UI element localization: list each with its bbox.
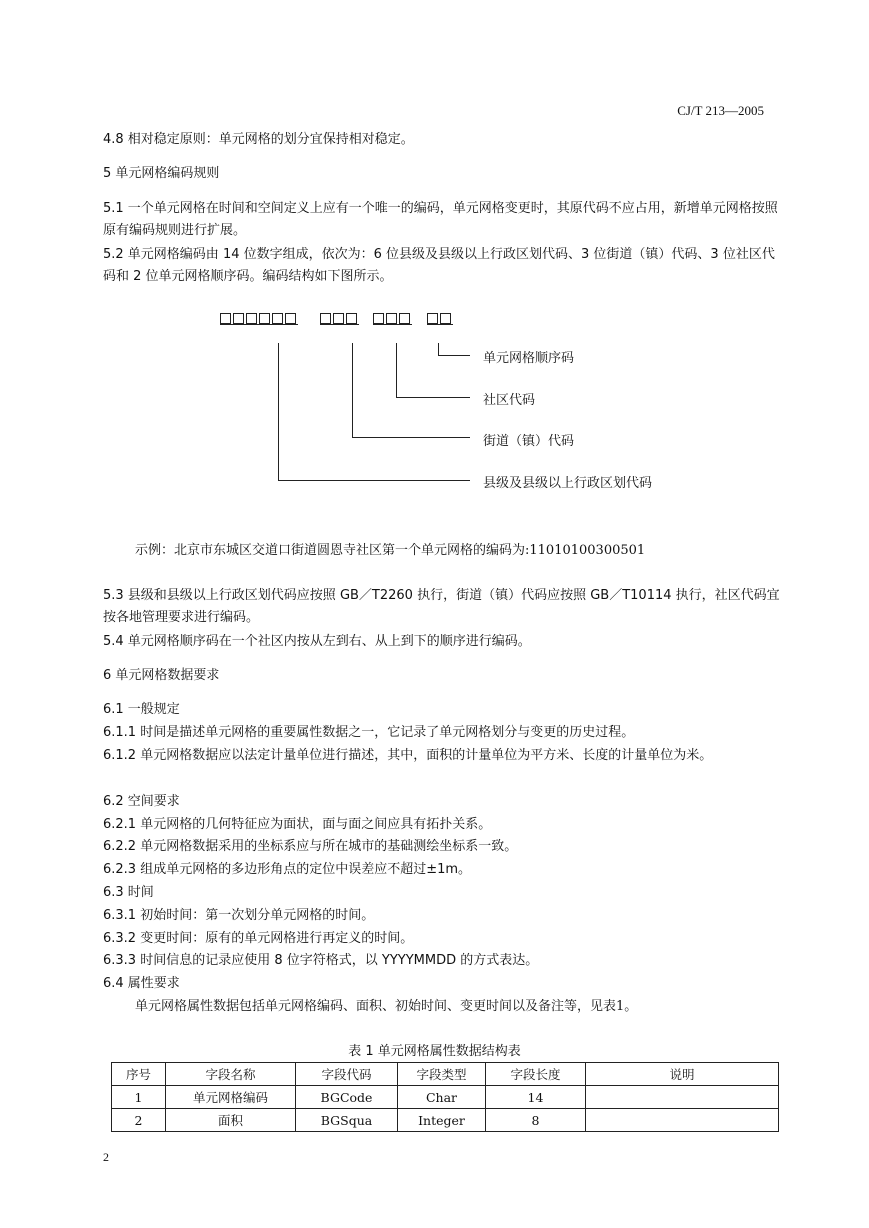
header-cell: 说明 [586, 1063, 779, 1086]
clause-6-2: 6.2 空间要求 [103, 794, 180, 809]
label-community-code: 社区代码 [483, 393, 536, 408]
header-cell: 字段代码 [296, 1063, 398, 1086]
community-connector-h [396, 397, 470, 398]
clause-6-2-2: 6.2.2 单元网格数据采用的坐标系应与所在城市的基础测绘坐标系一致。 [103, 839, 518, 854]
community-code-boxes [373, 309, 412, 325]
header-cell: 字段名称 [166, 1063, 296, 1086]
header-cell: 字段长度 [486, 1063, 586, 1086]
table-cell: 单元网格编码 [166, 1086, 296, 1109]
table-header-row [112, 1063, 779, 1086]
page-number: 2 [103, 1150, 109, 1164]
street-connector-v [352, 343, 353, 437]
section-5-heading: 5 单元网格编码规则 [103, 166, 220, 181]
county-connector-h [278, 480, 470, 481]
table-caption: 表 1 单元网格属性数据结构表 [348, 1044, 521, 1059]
sequence-code-boxes [427, 309, 453, 325]
table-cell: Char [398, 1086, 486, 1109]
label-street-code: 街道（镇）代码 [483, 434, 575, 449]
clause-5-3: 5.3 县级和县级以上行政区划代码应按照 GB／T2260 执行，街道（镇）代码应按照 GB／T10114 执行，社区代码宜按各地管理要求进行编码。 [103, 588, 780, 625]
seq-connector-v [438, 343, 439, 355]
street-connector-h [352, 437, 470, 438]
street-code-boxes [320, 309, 359, 325]
label-county-code: 县级及县级以上行政区划代码 [483, 476, 653, 491]
example-text: 示例：北京市东城区交道口街道圆恩寺社区第一个单元网格的编码为:11010100300501 [135, 543, 646, 558]
clause-6-3-1: 6.3.1 初始时间：第一次划分单元网格的时间。 [103, 908, 375, 923]
clause-6-3-3: 6.3.3 时间信息的记录应使用 8 位字符格式，以 YYYYMMDD 的方式表达。 [103, 953, 539, 968]
attribute-structure-table [111, 1062, 779, 1132]
county-connector-v [278, 343, 279, 480]
header-cell: 序号 [112, 1063, 166, 1086]
clause-5-1: 5.1 一个单元网格在时间和空间定义上应有一个唯一的编码，单元网格变更时，其原代码不应占用，新增单元网格按照原有编码规则进行扩展。 [103, 201, 778, 238]
clause-5-2: 5.2 单元网格编码由 14 位数字组成，依次为：6 位县级及县级以上行政区划代码、3 位街道（镇）代码、3 位社区代码和 2 位单元网格顺序码。编码结构如下图所示。 [103, 247, 775, 284]
table-cell: BGCode [296, 1086, 398, 1109]
clause-6-2-1: 6.2.1 单元网格的几何特征应为面状，面与面之间应具有拓扑关系。 [103, 817, 492, 832]
table-cell: Integer [398, 1109, 486, 1132]
standard-number: CJ/T 213—2005 [677, 103, 764, 118]
encoding-structure-diagram [210, 300, 730, 510]
table-cell: BGSqua [296, 1109, 398, 1132]
header-cell: 字段类型 [398, 1063, 486, 1086]
clause-4-8: 4.8 相对稳定原则：单元网格的划分宜保持相对稳定。 [103, 132, 414, 147]
table-cell: 2 [112, 1109, 166, 1132]
label-sequence-code: 单元网格顺序码 [483, 351, 575, 366]
clause-6-1-1: 6.1.1 时间是描述单元网格的重要属性数据之一，它记录了单元网格划分与变更的历史过程。 [103, 725, 635, 740]
clause-6-4-body: 单元网格属性数据包括单元网格编码、面积、初始时间、变更时间以及备注等，见表1。 [135, 999, 638, 1014]
table-cell: 面积 [166, 1109, 296, 1132]
table-cell: 14 [486, 1086, 586, 1109]
section-6-heading: 6 单元网格数据要求 [103, 668, 220, 683]
table-row [112, 1086, 779, 1109]
table-cell [586, 1086, 779, 1109]
clause-6-1: 6.1 一般规定 [103, 702, 180, 717]
table-row [112, 1109, 779, 1132]
clause-6-1-2: 6.1.2 单元网格数据应以法定计量单位进行描述，其中，面积的计量单位为平方米、长度的计量单位为米。 [103, 748, 713, 763]
county-code-boxes [220, 309, 298, 325]
clause-6-2-3: 6.2.3 组成单元网格的多边形角点的定位中误差应不超过±1m。 [103, 862, 472, 877]
table-cell: 1 [112, 1086, 166, 1109]
clause-5-4: 5.4 单元网格顺序码在一个社区内按从左到右、从上到下的顺序进行编码。 [103, 634, 531, 649]
clause-6-3-2: 6.3.2 变更时间：原有的单元网格进行再定义的时间。 [103, 931, 414, 946]
seq-connector-h [438, 355, 470, 356]
community-connector-v [396, 343, 397, 397]
clause-6-4: 6.4 属性要求 [103, 976, 180, 991]
table-cell: 8 [486, 1109, 586, 1132]
table-cell [586, 1109, 779, 1132]
clause-6-3: 6.3 时间 [103, 885, 154, 900]
